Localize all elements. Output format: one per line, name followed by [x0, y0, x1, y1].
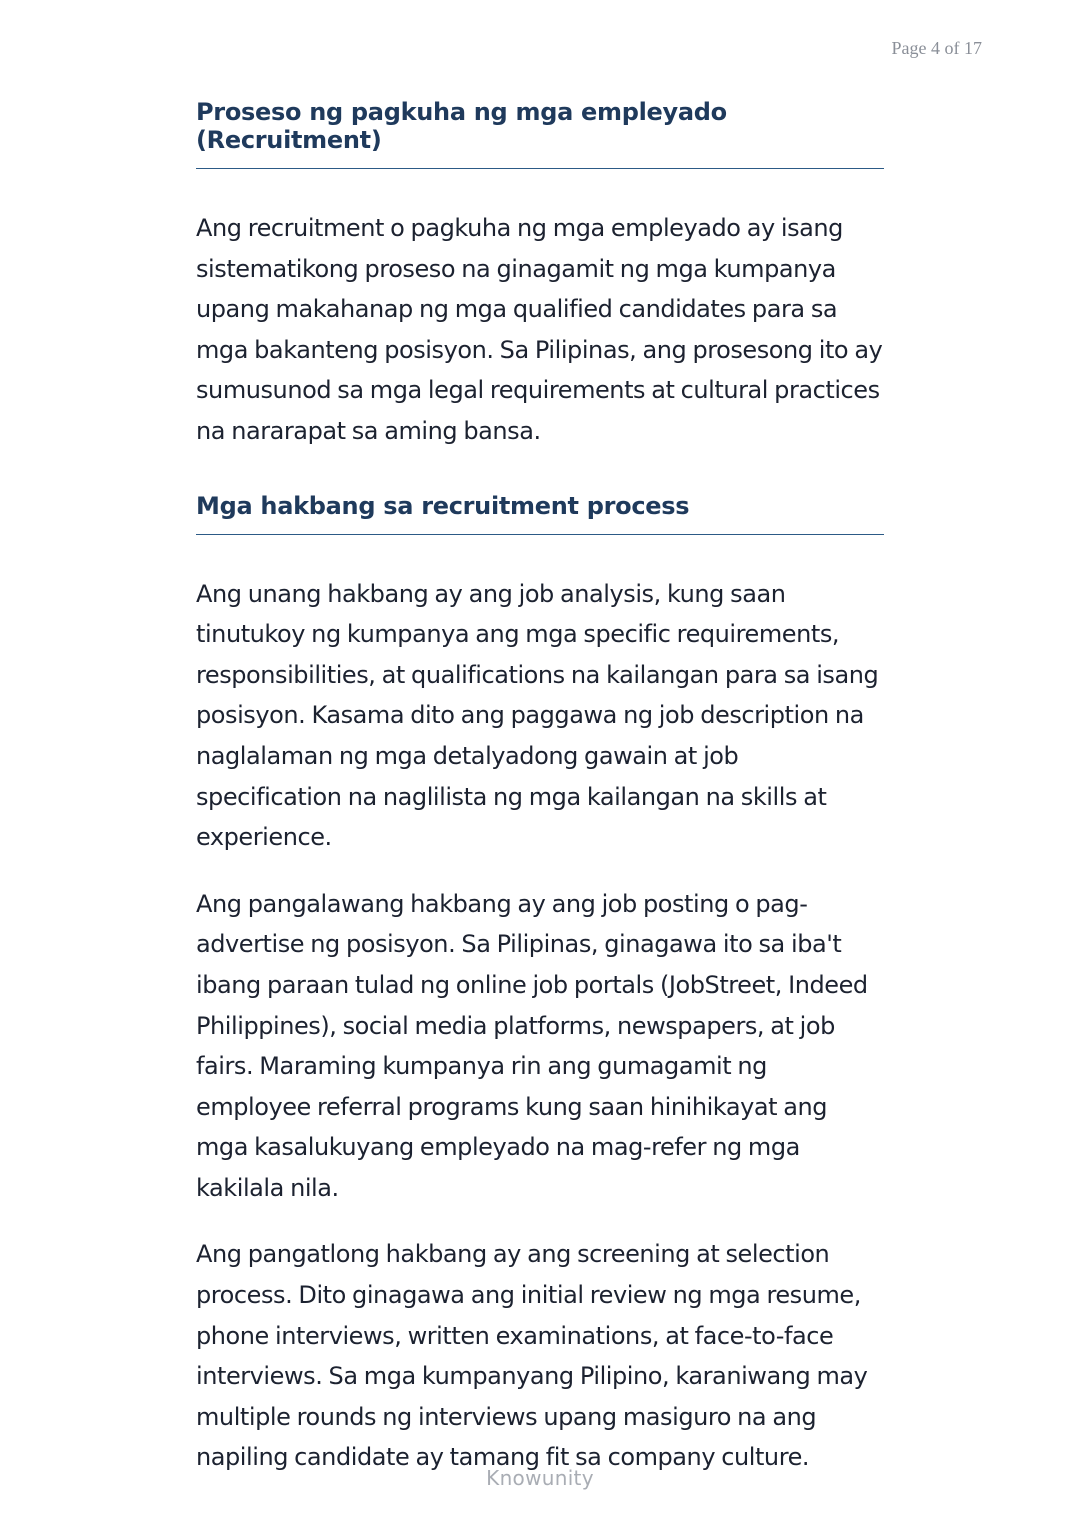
document-body — [196, 98, 884, 1478]
section-heading-recruitment: Proseso ng pagkuha ng mga empleyado (Recruitment) — [196, 98, 884, 169]
paragraph-step-two: Ang pangalawang hakbang ay ang job posting o pag-advertise ng posisyon. Sa Pilipinas, ginagawa ito sa iba't ibang paraan tulad ng online job portals (JobStreet, Indeed Philippines), social media platforms, newspapers, at job fairs. Maraming kumpanya rin ang gumagamit ng employee referral programs kung saan hinihikayat ang mga kasalukuyang empleyado na mag-refer ng mga kakilala nila. — [196, 889, 868, 1202]
page-number: Page 4 of 17 — [891, 38, 982, 58]
paragraph-step-one: Ang unang hakbang ay ang job analysis, kung saan tinutukoy ng kumpanya ang mga specific requirements, responsibilities, at qualifications na kailangan para sa isang posisyon. Kasama dito ang paggawa ng job description na naglalaman ng mga detalyadong gawain at job specification na naglilista ng mga kailangan na skills at experience. — [196, 579, 879, 852]
footer-brand: Knowunity — [486, 1466, 594, 1490]
paragraph-recruitment-intro: Ang recruitment o pagkuha ng mga empleyado ay isang sistematikong proseso na ginagamit ng mga kumpanya upang makahanap ng mga qualified candidates para sa mga bakanteng posisyon. Sa Pilipinas, ang prosesong ito ay sumusunod sa mga legal requirements at cultural practices na nararapat sa aming bansa. — [196, 214, 883, 445]
paragraph-step-three: Ang pangatlong hakbang ay ang screening at selection process. Dito ginagawa ang initial review ng mga resume, phone interviews, written examinations, at face-to-face interviews. Sa mga kumpanyang Pilipino, karaniwang may multiple rounds ng interviews upang masiguro na ang napiling candidate ay tamang fit sa company culture. — [196, 1240, 868, 1472]
section-heading-recruitment-steps: Mga hakbang sa recruitment process — [196, 492, 884, 535]
